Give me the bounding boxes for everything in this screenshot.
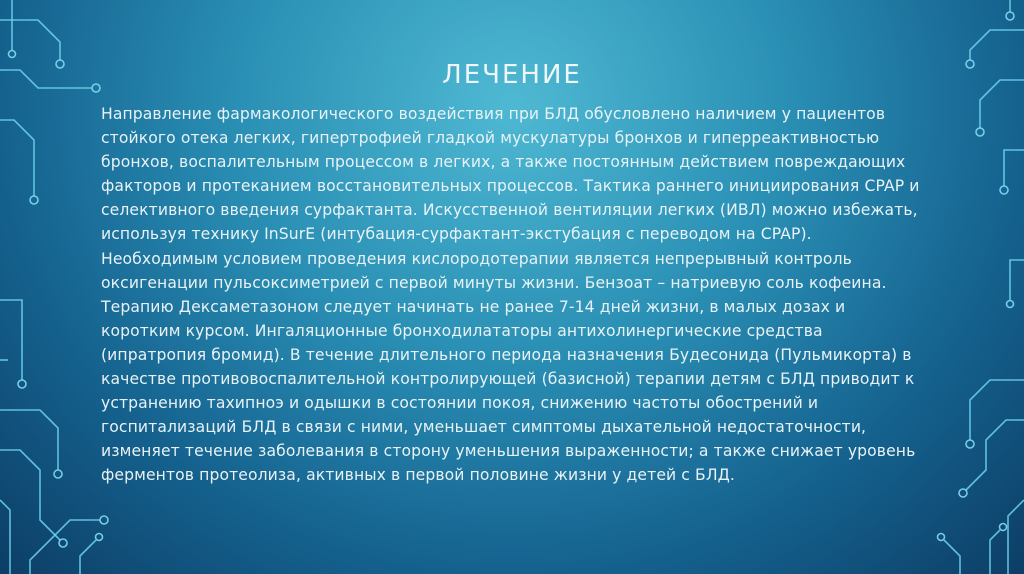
slide-title: ЛЕЧЕНИЕ — [442, 60, 582, 90]
slide-body-text: Направление фармакологического воздействия при БЛД обусловлено наличием у пациентов стойкого отека легких, гипертрофией гладкой мускулатуры бронхов и гиперреактивностью бронхов, воспалительным процессом в легких, а также постоянным действием повреждающих факторов и протеканием восстановительных процессов. Тактика раннего инициирования CPAP и селективного введения сурфактанта. Искусственной вентиляции легких (ИВЛ) можно избежать, используя технику InSurE (интубация-сурфактант-экстубация с переводом на CPAP). Необходимым условием проведения кислородотерапии является непрерывный контроль оксигенации пульсоксиметрией с первой минуты жизни. Бензоат – натриевую соль кофеина. Терапию Дексаметазоном следует начинать не ранее 7-14 дней жизни, в малых дозах и коротким курсом. Ингаляционные бронходилататоры антихолинергические средства (ипратропия бромид). В течение длительного периода назначения Будесонида (Пульмикорта) в качестве противовоспалительной контролирующей (базисной) терапии детям с БЛД приводит к устранению тахипноэ и одышки в состоянии покоя, снижению частоты обострений и госпитализаций БЛД в связи с ними, уменьшает симптомы дыхательной недостаточности, изменяет течение заболевания в сторону уменьшения выраженности; а также снижает уровень ферментов протеолиза, активных в первой половине жизни у детей с БЛД. — [101, 105, 920, 485]
